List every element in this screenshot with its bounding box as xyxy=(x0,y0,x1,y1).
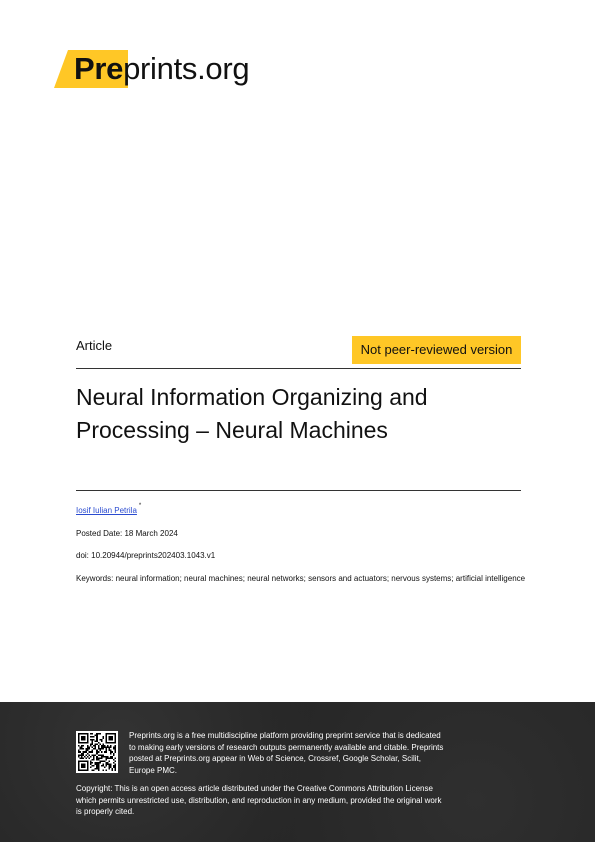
footer-about-text: Preprints.org is a free multidiscipline platform providing preprint service that is dedicated to making early versions of research outputs permanently available and citable. Preprints posted at Preprints.org appear in Web of Science, Crossref, Google Scholar, Scilit, Europe PMC. xyxy=(129,731,444,775)
qr-code-icon[interactable] xyxy=(76,731,118,773)
title-divider xyxy=(76,490,521,491)
author-link[interactable]: Iosif Iulian Petrila xyxy=(76,506,137,515)
footer-panel xyxy=(0,702,595,842)
doi[interactable]: doi: 10.20944/preprints202403.1043.v1 xyxy=(76,551,216,560)
logo-text-pre: Pre xyxy=(74,51,124,86)
article-title: Neural Information Organizing and Processing – Neural Machines xyxy=(76,384,428,443)
logo-text-prints: prints.org xyxy=(123,51,250,86)
keywords: Keywords: neural information; neural machines; neural networks; sensors and actuators; nervous systems; artificial intelligence xyxy=(76,574,526,583)
footer-copyright-text: Copyright: This is an open access article distributed under the Creative Commons Attribution License which permits unrestricted use, distribution, and reproduction in any medium, provided the original work is properly cited. xyxy=(76,784,442,816)
author-mark: * xyxy=(138,503,142,509)
posted-date: Posted Date: 18 March 2024 xyxy=(76,529,178,538)
preprints-logo[interactable] xyxy=(54,50,284,88)
header-divider xyxy=(76,368,521,369)
status-badge: Not peer-reviewed version xyxy=(352,336,521,364)
article-type-label: Article xyxy=(76,338,113,353)
logo-text xyxy=(74,50,249,88)
author-line xyxy=(76,503,142,515)
